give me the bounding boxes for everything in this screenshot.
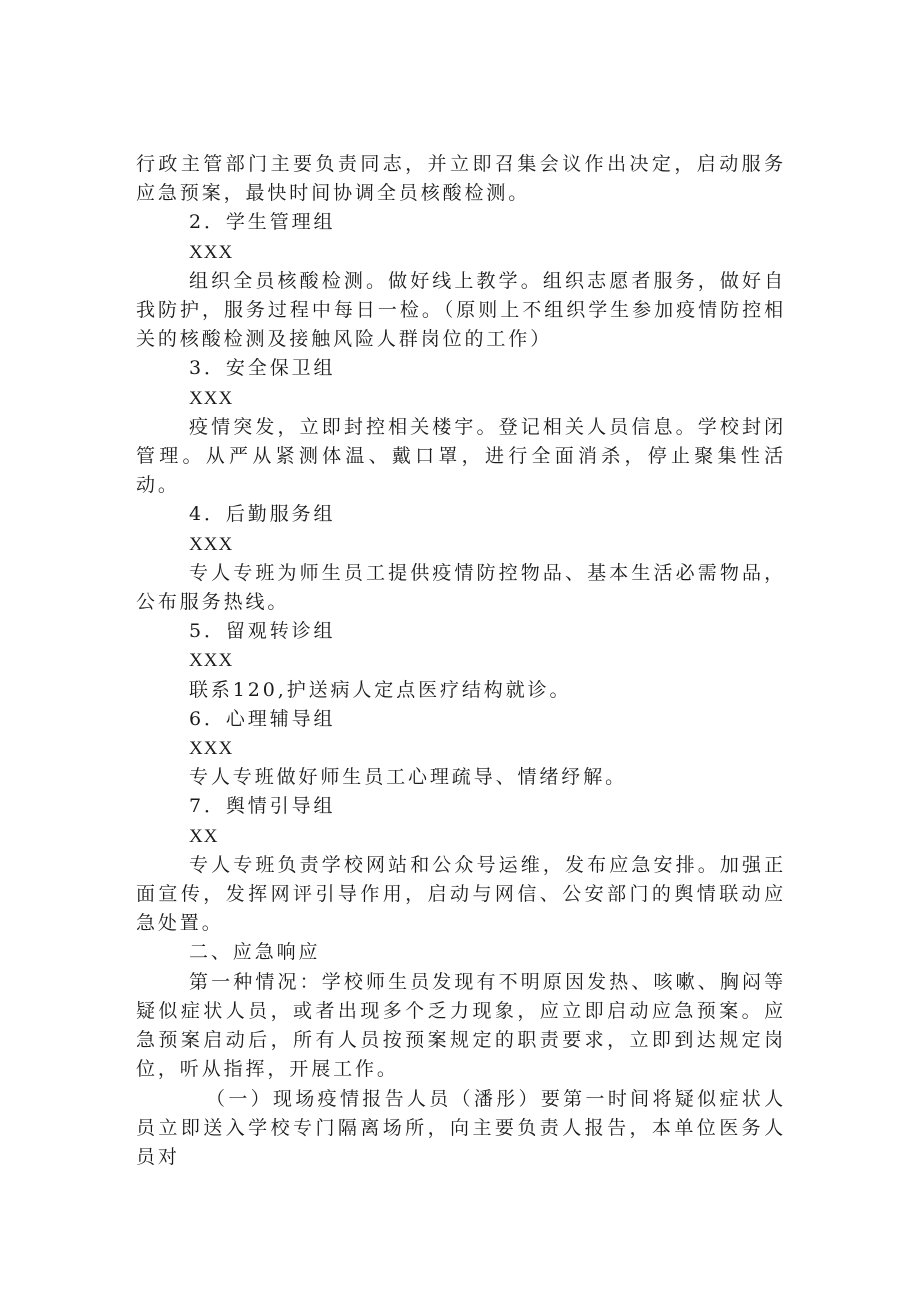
group-leader-name: XXX: [189, 650, 234, 672]
group-leader-name: XXX: [189, 738, 234, 760]
section-heading-psychological-counseling: 6．心理辅导组: [189, 707, 336, 730]
paragraph-public-opinion: 专人专班负责学校网站和公众号运维，发布应急安排。加强正面宣传，发挥网评引导作用，启动与网信、公安部门的舆情联动应急处置。: [136, 853, 786, 935]
group-leader-name: XXX: [189, 241, 234, 263]
section-heading-logistics: 4．后勤服务组: [189, 503, 336, 526]
paragraph-logistics: 专人专班为师生员工提供疫情防控物品、基本生活必需物品，公布服务热线。: [136, 561, 786, 614]
section-heading-student-management: 2．学生管理组: [189, 211, 336, 234]
paragraph-observation-referral: 联系120,护送病人定点医疗结构就诊。: [189, 678, 572, 701]
section-heading-observation-referral: 5．留观转诊组: [189, 620, 336, 643]
paragraph-psychological-counseling: 专人专班做好师生员工心理疏导、情绪纾解。: [189, 766, 628, 789]
paragraph-security: 疫情突发，立即封控相关楼宇。登记相关人员信息。学校封闭管理。从严从紧测体温、戴口罩，进行全面消杀，停止聚集性活动。: [136, 415, 786, 497]
group-leader-name: XX: [189, 825, 219, 847]
section-heading-security: 3．安全保卫组: [189, 357, 336, 380]
group-leader-name: XXX: [189, 387, 234, 409]
paragraph-first-situation: 第一种情况：学校师生员发现有不明原因发热、咳嗽、胸闷等疑似症状人员，或者出现多个乏力现象，应立即启动应急预案。应急预案启动后，所有人员按预案规定的职责要求，立即到达规定岗位，听从指挥，开展工作。: [136, 970, 786, 1081]
document-body: [136, 150, 786, 1172]
section-heading-emergency-response: 二、应急响应: [189, 941, 321, 964]
paragraph-continuation: 行政主管部门主要负责同志，并立即召集会议作出决定，启动服务应急预案，最快时间协调全员核酸检测。: [136, 153, 786, 205]
paragraph-student-management: 组织全员核酸检测。做好线上教学。组织志愿者服务，做好自我防护，服务过程中每日一检。（原则上不组织学生参加疫情防控相关的核酸检测及接触风险人群岗位的工作）: [136, 269, 786, 351]
group-leader-name: XXX: [189, 533, 234, 555]
paragraph-report-procedure: （一）现场疫情报告人员（潘彤）要第一时间将疑似症状人员立即送入学校专门隔离场所，向主要负责人报告，本单位医务人员对: [136, 1087, 786, 1168]
section-heading-public-opinion: 7．舆情引导组: [189, 795, 336, 818]
